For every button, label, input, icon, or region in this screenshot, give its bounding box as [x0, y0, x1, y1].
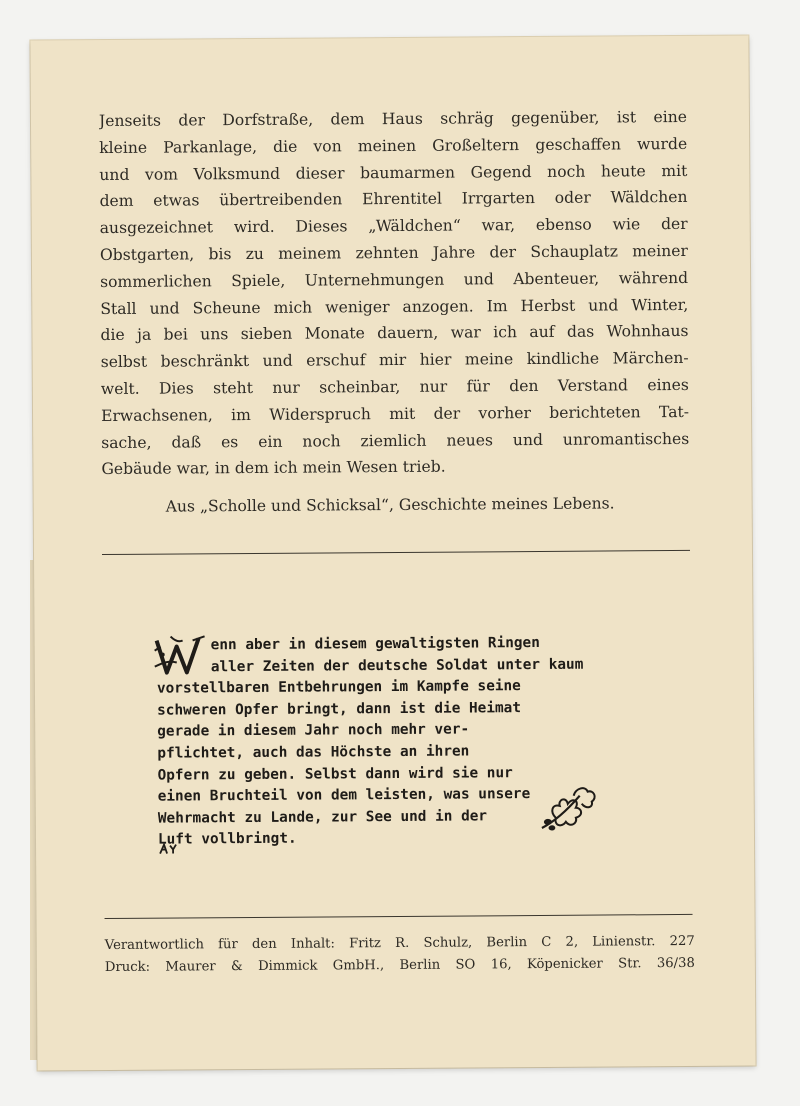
imprint-responsible: Verantwortlich für den Inhalt: Fritz R. Schulz, Berlin C 2, Linienstr. 227	[104, 933, 695, 954]
prose-line: Obstgarten, bis zu meinem zehnten Jahre der Schauplatz meiner	[99, 241, 688, 265]
imprint	[105, 931, 695, 979]
source-citation: Aus „Scholle und Schicksal“, Geschichte meines Lebens.	[165, 494, 615, 516]
prose-line: sommerlichen Spiele, Unternehmungen und Abenteuer, während	[100, 268, 689, 291]
prose-line: Stall und Scheune mich weniger anzogen. Im Herbst und Winter,	[100, 295, 689, 318]
prose-line: sache, daß es ein noch ziemlich neues und unromantisches	[101, 429, 690, 452]
quote-line: Wehrmacht zu Lande, zur See und in der	[157, 808, 488, 827]
oak-leaf-icon	[536, 782, 600, 834]
prose-line: Erwachsenen, im Widerspruch mit der vorher berichteten Tat-	[100, 402, 690, 425]
page	[30, 36, 755, 1071]
prose-paragraph	[99, 104, 690, 483]
prose-line: welt. Dies steht nur scheinbar, nur für den Verstand eines	[100, 375, 689, 399]
document-sheet	[30, 36, 755, 1071]
quote-line: Luft vollbringt.	[157, 831, 297, 848]
quote-line: schweren Opfer bringt, dann ist die Heimat	[157, 699, 522, 719]
quote-line: vorstellbaren Entbehrungen im Kampfe seine	[156, 678, 521, 697]
imprint-printer: Druck: Maurer & Dimmick GmbH., Berlin SO 16, Köpenicker Str. 36/38	[104, 955, 695, 976]
divider-bottom	[105, 914, 693, 919]
quote-line: pflichtet, auch das Höchste an ihren	[157, 743, 470, 762]
prose-line: kleine Parkanlage, die von meinen Großeltern geschaffen wurde	[99, 134, 688, 157]
prose-line: dem etwas übertreibenden Ehrentitel Irrgarten oder Wäldchen	[99, 188, 688, 211]
quote-line: einen Bruchteil von dem leisten, was unsere	[157, 786, 531, 805]
signature-mark-icon	[158, 842, 178, 856]
quote-line: enn aber in diesem gewaltigsten Ringen	[210, 634, 540, 654]
prose-line: die ja bei uns sieben Monate dauern, war ich auf das Wohnhaus	[100, 322, 689, 345]
prose-line: selbst beschränkt und erschuf mir hier meine kindliche Märchen-	[100, 349, 689, 372]
quote-line: aller Zeiten der deutsche Soldat unter kaum	[210, 656, 584, 675]
prose-line: Jenseits der Dorfstraße, dem Haus schräg gegenüber, ist eine	[98, 107, 688, 131]
prose-line: und vom Volksmund dieser baumarmen Gegend noch heute mit	[99, 161, 688, 184]
quote-line: gerade in diesem Jahr noch mehr ver-	[157, 721, 470, 741]
divider-top	[102, 550, 690, 555]
prose-line: ausgezeichnet wird. Dieses „Wäldchen“ war, ebenso wie der	[99, 215, 688, 238]
quote-line: Opfern zu geben. Selbst dann wird sie nur	[157, 764, 513, 784]
prose-line: Gebäude war, in dem ich mein Wesen trieb.	[101, 457, 446, 479]
